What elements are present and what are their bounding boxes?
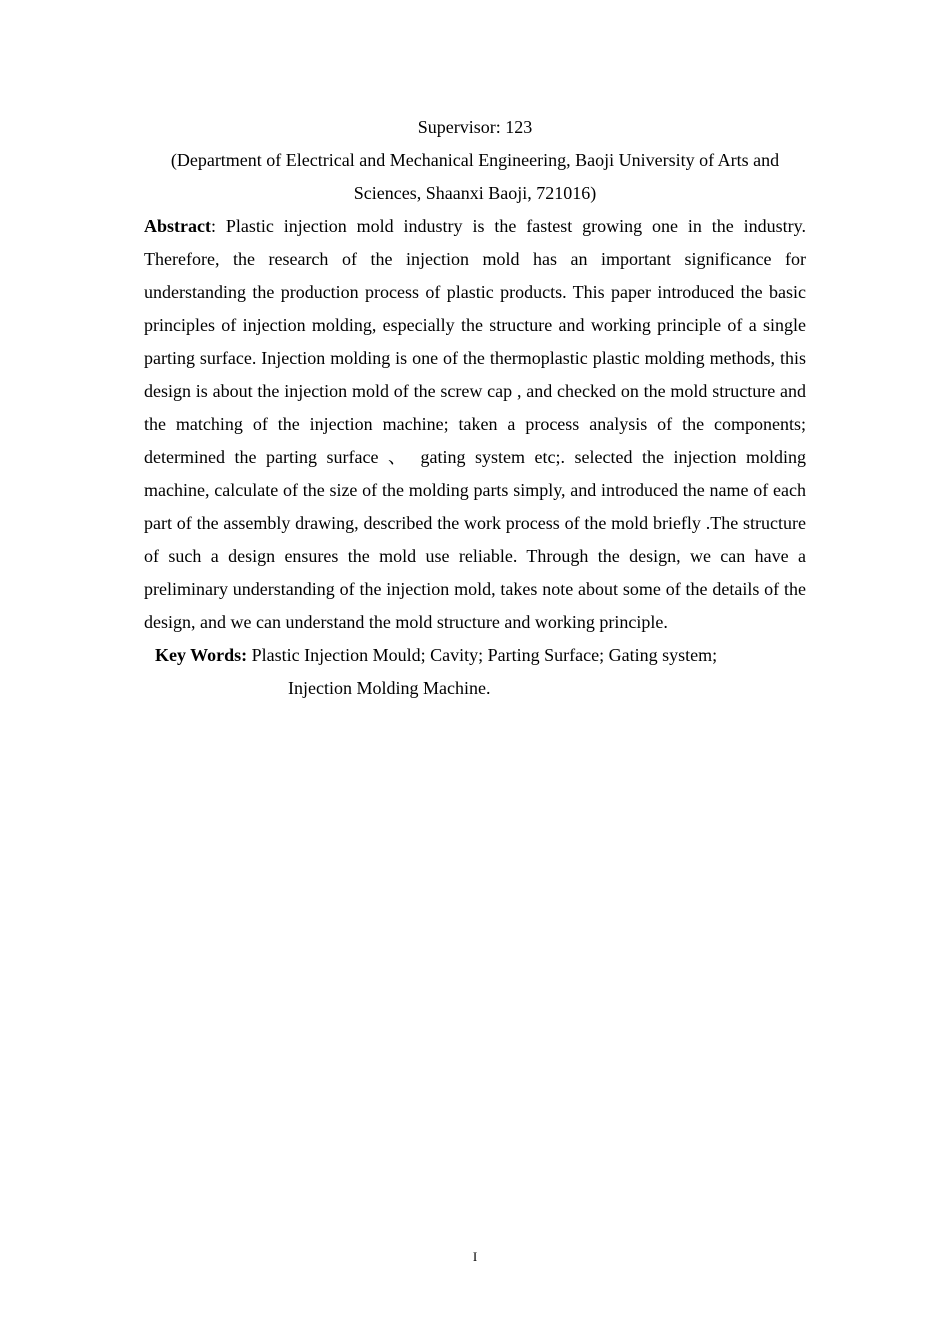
affiliation-line-2: Sciences, Shaanxi Baoji, 721016) [353,183,597,203]
abstract-text: : Plastic injection mold industry is the fastest growing one in the industry. Therefore, the research of the injection mold has an important significance for understanding the production process of plastic products. This paper introduced the basic principles of injection molding, especially the structure and working principle of a single parting surface. Injection molding is one of the thermoplastic plastic molding methods, this design is about the injection mold of the screw cap , and checked on the mold structure and the matching of the injection machine; taken a process analysis of the components; determined the parting surface 、 gating system etc;. selected the injection molding machine, calculate of the size of the molding parts simply, and introduced the name of each part of the assembly drawing, described the work process of the mold briefly .The structure of such a design ensures the mold use reliable. Through the design, we can have a preliminary understanding of the injection mold, takes note about some of the details of the design, and we can understand the mold structure and working principle. [144,216,806,632]
supervisor-line: Supervisor: 123 [417,117,533,137]
abstract-paragraph [144,210,806,639]
keywords-line-1 [144,639,806,672]
abstract-section [144,111,806,705]
abstract-label: Abstract [144,216,211,236]
keywords-label: Key Words: [155,645,248,665]
page-number: I [472,1249,478,1264]
affiliation-line-1: (Department of Electrical and Mechanical Engineering, Baoji University of Arts and [170,150,780,170]
keywords-line-2: Injection Molding Machine. [288,678,491,698]
keywords-text-1: Plastic Injection Mould; Cavity; Parting Surface; Gating system; [247,645,718,665]
